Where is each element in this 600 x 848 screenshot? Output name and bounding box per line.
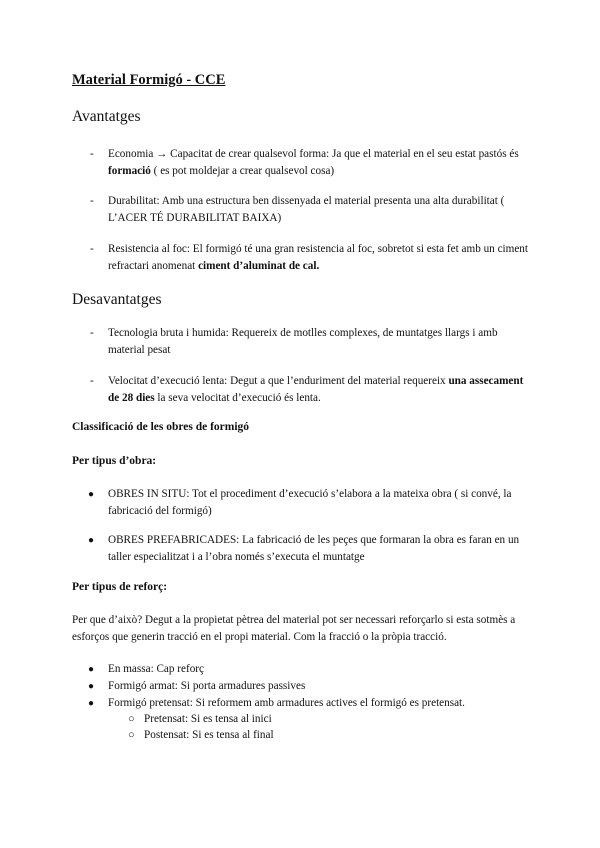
bullet-marker: ●: [88, 681, 95, 692]
dash-marker: -: [90, 327, 94, 339]
list-item-pretensat: [88, 695, 465, 712]
list-item-velocitat: [90, 373, 530, 407]
list-item-resistencia: [90, 241, 530, 275]
bullet-marker: ●: [88, 489, 95, 500]
sub-list-item-postensat: [128, 727, 274, 743]
list-item-en-massa: [88, 661, 204, 678]
list-item-text: Durabilitat: Amb una estructura ben dissenyada el material presenta una alta durabilitat ( L’ACER TÉ DURABILITAT BAIXA): [108, 195, 505, 224]
list-item-in-situ: [88, 486, 533, 520]
list-item-text: Formigó armat: Si porta armadures passives: [108, 680, 306, 692]
circle-marker: ○: [128, 729, 135, 741]
heading-per-tipus-reforc: Per tipus de reforç:: [72, 581, 168, 593]
list-item-text: Resistencia al foc: El formigó té una gran resistencia al foc, sobretot si esta fet amb un ciment refractari anomenat ciment d’aluminat de cal.: [108, 243, 529, 272]
list-item-text: Tecnologia bruta i humida: Requereix de motlles complexes, de muntatges llargs i amb material pesat: [108, 327, 498, 356]
dash-marker: -: [90, 195, 94, 207]
list-item-text: Pretensat: Si es tensa al inici: [144, 713, 272, 725]
list-item-text: Velocitat d’execució lenta: Degut a que l’enduriment del material requereix una assecament de 28 dies la seva velocitat d’execució és lenta.: [108, 375, 524, 404]
circle-marker: ○: [128, 713, 135, 725]
list-item-text: Economia → Capacitat de crear qualsevol forma: Ja que el material en el seu estat pastós és formació ( es pot moldejar a crear qualsevol cosa): [108, 148, 519, 177]
document-title: Material Formigó - CCE: [72, 72, 226, 88]
heading-classificacio: Classificació de les obres de formigó: [72, 421, 250, 433]
heading-desavantatges: Desavantatges: [72, 291, 162, 308]
list-item-text: OBRES PREFABRICADES: La fabricació de les peçes que formaran la obra es faran en un taller especialitzat i a l’obra només s’executa el muntatge: [108, 534, 520, 563]
heading-per-tipus-obra: Per tipus d’obra:: [72, 455, 157, 467]
list-item-text: OBRES IN SITU: Tot el procediment d’execució s’elabora a la mateixa obra ( si convé, la fabricació del formigó): [108, 488, 512, 517]
list-item-tecnologia: [90, 325, 530, 359]
dash-marker: -: [90, 375, 94, 387]
list-item-text: Postensat: Si es tensa al final: [144, 729, 274, 741]
list-item-economia: [90, 146, 530, 180]
dash-marker: -: [90, 148, 94, 160]
list-item-text: En massa: Cap reforç: [108, 663, 204, 675]
list-item-armat: [88, 678, 305, 695]
list-item-text: Formigó pretensat: Si reformem amb armadures actives el formigó es pretensat.: [108, 697, 465, 709]
list-item-prefabricades: [88, 532, 533, 566]
sub-list-item-pretensat: [128, 711, 272, 727]
bullet-marker: ●: [88, 698, 95, 709]
bullet-marker: ●: [88, 664, 95, 675]
paragraph-reforc: Per que d’això? Degut a la propietat pètrea del material pot ser necessari reforçarlo si esta sotmès a esforços que generin tracció en el propi material. Com la fracció o la pròpia tracció.: [72, 614, 516, 643]
bullet-marker: ●: [88, 535, 95, 546]
heading-avantatges: Avantatges: [72, 108, 141, 125]
list-item-durabilitat: [90, 193, 530, 227]
dash-marker: -: [90, 243, 94, 255]
